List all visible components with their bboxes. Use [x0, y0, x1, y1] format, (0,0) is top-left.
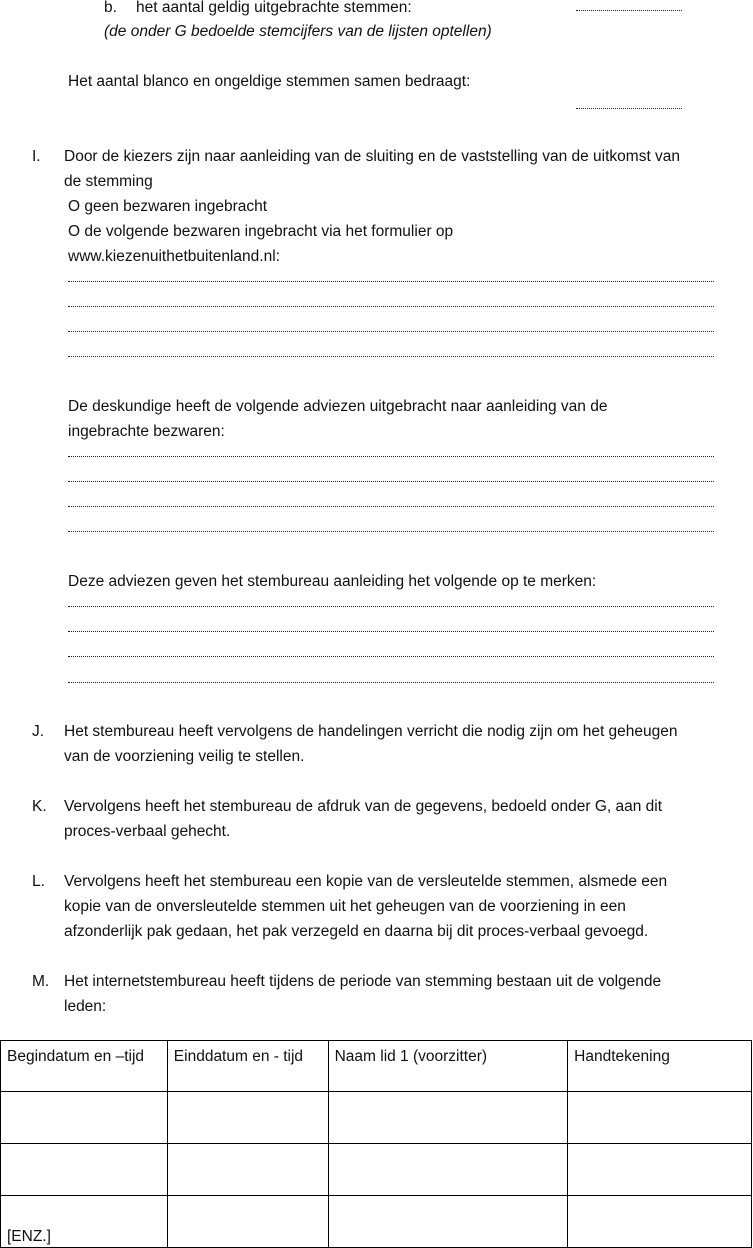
- objections-url: www.kiezenuithetbuitenland.nl:: [68, 248, 280, 265]
- objections-fill-line[interactable]: [68, 355, 714, 357]
- section-b-label: b.: [104, 0, 117, 16]
- section-m-label: M.: [32, 973, 50, 990]
- table-header-row: [1, 1041, 752, 1092]
- section-m-line2: leden:: [64, 998, 107, 1015]
- section-l-line3: afzonderlijk pak gedaan, het pak verzegeld en daarna bij dit proces-verbaal gevoegd.: [64, 923, 649, 940]
- table-cell[interactable]: [1, 1092, 168, 1144]
- adviezen-text: Deze adviezen geven het stembureau aanleiding het volgende op te merken:: [68, 573, 597, 590]
- table-cell[interactable]: [1, 1144, 168, 1196]
- section-l-line1: Vervolgens heeft het stembureau een kopie van de versleutelde stemmen, alsmede een: [64, 873, 668, 890]
- advice-fill-line[interactable]: [68, 530, 714, 532]
- section-i-label: I.: [32, 148, 41, 165]
- advice-fill-line[interactable]: [68, 455, 714, 457]
- advice-fill-line[interactable]: [68, 480, 714, 482]
- section-k-label: K.: [32, 798, 47, 815]
- advice-fill-line[interactable]: [68, 505, 714, 507]
- blanco-text: Het aantal blanco en ongeldige stemmen samen bedraagt:: [68, 73, 471, 90]
- table-cell[interactable]: [328, 1196, 568, 1248]
- option-objections[interactable]: O de volgende bezwaren ingebracht via het formulier op: [68, 223, 454, 240]
- header-handtekening: Handtekening: [568, 1041, 752, 1092]
- table-row: [1, 1196, 752, 1248]
- section-k-line2: proces-verbaal gehecht.: [64, 823, 231, 840]
- remarks-fill-line[interactable]: [68, 655, 714, 657]
- table-cell[interactable]: [167, 1144, 328, 1196]
- remarks-fill-line[interactable]: [68, 630, 714, 632]
- section-l-label: L.: [32, 873, 45, 890]
- table-cell[interactable]: [328, 1144, 568, 1196]
- enz-cell: [ENZ.]: [1, 1196, 168, 1248]
- header-begindatum: Begindatum en –tijd: [1, 1041, 168, 1092]
- remarks-fill-line[interactable]: [68, 681, 714, 683]
- objections-fill-line[interactable]: [68, 330, 714, 332]
- header-naam-lid: Naam lid 1 (voorzitter): [328, 1041, 568, 1092]
- section-i-line2: de stemming: [64, 173, 153, 190]
- table-row: [1, 1092, 752, 1144]
- header-einddatum: Einddatum en - tijd: [167, 1041, 328, 1092]
- valid-votes-fill-line[interactable]: [576, 9, 682, 11]
- table-cell[interactable]: [568, 1092, 752, 1144]
- members-table: [0, 1040, 752, 1248]
- section-j-line1: Het stembureau heeft vervolgens de handelingen verricht die nodig zijn om het geheugen: [64, 723, 678, 740]
- section-k-line1: Vervolgens heeft het stembureau de afdruk van de gegevens, bedoeld onder G, aan dit: [64, 798, 663, 815]
- section-m-line1: Het internetstembureau heeft tijdens de periode van stemming bestaan uit de volgende: [64, 973, 662, 990]
- deskundige-line1: De deskundige heeft de volgende adviezen uitgebracht naar aanleiding van de: [68, 398, 608, 415]
- objections-fill-line[interactable]: [68, 305, 714, 307]
- blanco-fill-line[interactable]: [576, 107, 682, 109]
- section-b-note: (de onder G bedoelde stemcijfers van de lijsten optellen): [104, 23, 492, 40]
- table-cell[interactable]: [328, 1092, 568, 1144]
- objections-fill-line[interactable]: [68, 280, 714, 282]
- section-j-line2: van de voorziening veilig te stellen.: [64, 748, 305, 765]
- option-no-objections[interactable]: O geen bezwaren ingebracht: [68, 198, 268, 215]
- section-i-line1: Door de kiezers zijn naar aanleiding van de sluiting en de vaststelling van de uitkomst van: [64, 148, 681, 165]
- section-l-line2: kopie van de onversleutelde stemmen uit het geheugen van de voorziening in een: [64, 898, 626, 915]
- table-cell[interactable]: [167, 1196, 328, 1248]
- table-cell[interactable]: [568, 1196, 752, 1248]
- table-cell[interactable]: [568, 1144, 752, 1196]
- deskundige-line2: ingebrachte bezwaren:: [68, 423, 225, 440]
- section-b-text: het aantal geldig uitgebrachte stemmen:: [136, 0, 412, 16]
- section-j-label: J.: [32, 723, 45, 740]
- remarks-fill-line[interactable]: [68, 605, 714, 607]
- table-row: [1, 1144, 752, 1196]
- table-cell[interactable]: [167, 1092, 328, 1144]
